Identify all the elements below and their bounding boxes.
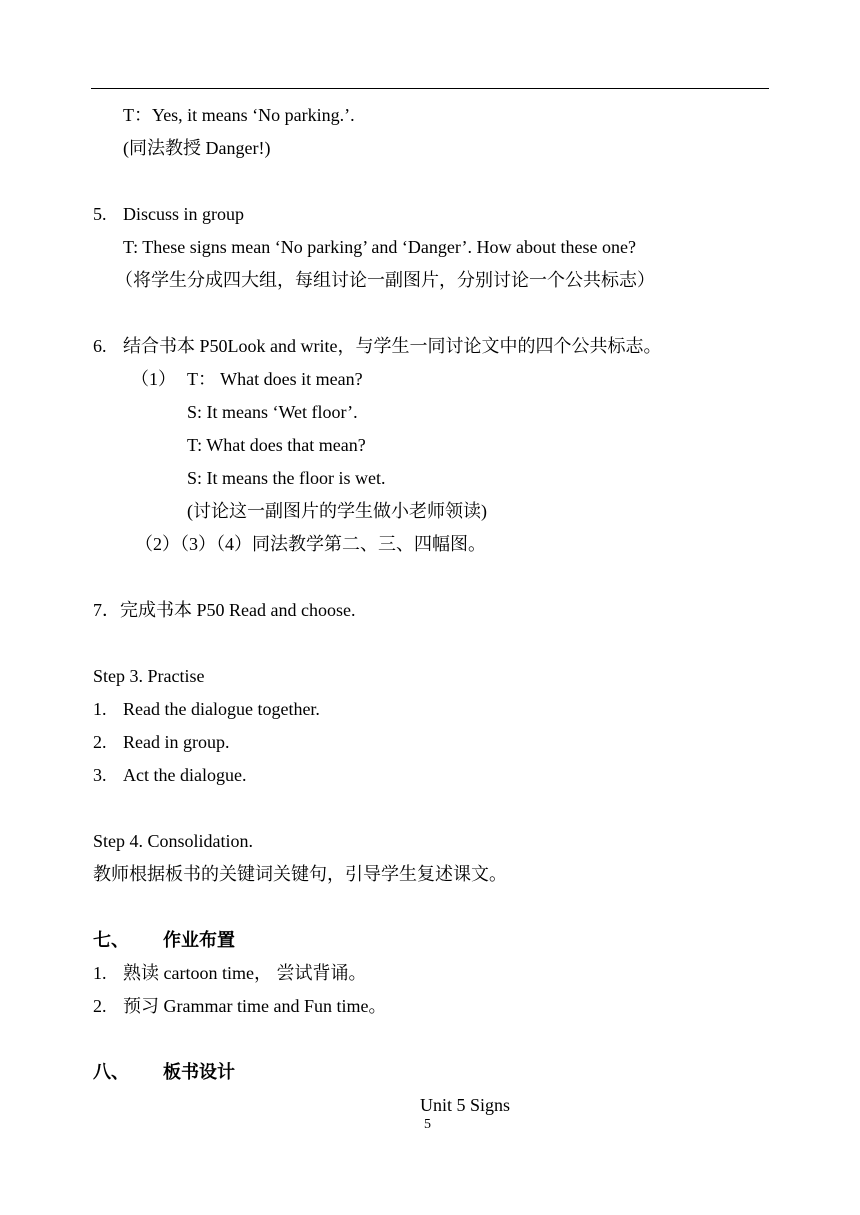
item-number: 3.: [93, 765, 107, 785]
dialogue-line: T： What does it mean?: [187, 369, 363, 389]
board-title: Unit 5 Signs: [420, 1095, 511, 1115]
sub-item-number: （1）: [131, 369, 176, 389]
list-item: Act the dialogue.: [123, 765, 247, 785]
item-title: Discuss in group: [123, 204, 244, 224]
item-number: 1.: [93, 699, 107, 719]
step-title: Step 4. Consolidation.: [93, 831, 254, 851]
list-item: Read the dialogue together.: [123, 699, 320, 719]
item-line: 7．完成书本 P50 Read and choose.: [93, 600, 356, 620]
step-title: Step 3. Practise: [93, 666, 205, 686]
note-line: (同法教授 Danger!): [123, 138, 271, 158]
list-item: 预习 Grammar time and Fun time。: [123, 996, 387, 1016]
section-title: 作业布置: [163, 930, 235, 950]
item-number: 6.: [93, 336, 107, 356]
item-number: 2.: [93, 996, 107, 1016]
section-number: 七、: [93, 930, 129, 950]
item-number: 5.: [93, 204, 107, 224]
note-line: （2）（3）（4）同法教学第二、三、四幅图。: [135, 534, 486, 554]
section-title: 板书设计: [163, 1062, 235, 1082]
page-number: 5: [424, 1117, 431, 1132]
note-line: （将学生分成四大组，每组讨论一副图片，分别讨论一个公共标志）: [115, 270, 655, 290]
list-item: 熟读 cartoon time， 尝试背诵。: [123, 963, 367, 983]
dialogue-line: T: What does that mean?: [187, 435, 366, 455]
dialogue-line: S: It means ‘Wet floor’.: [187, 402, 358, 422]
dialogue-line: S: It means the floor is wet.: [187, 468, 386, 488]
header-rule: [91, 88, 769, 89]
item-number: 1.: [93, 963, 107, 983]
paragraph: 教师根据板书的关键词关键句，引导学生复述课文。: [93, 864, 507, 884]
item-number: 2.: [93, 732, 107, 752]
dialogue-line: T: These signs mean ‘No parking’ and ‘Danger’. How about these one?: [123, 237, 636, 257]
list-item: Read in group.: [123, 732, 230, 752]
section-number: 八、: [93, 1062, 129, 1082]
dialogue-line: T：Yes, it means ‘No parking.’.: [123, 105, 355, 125]
item-title: 结合书本 P50Look and write，与学生一同讨论文中的四个公共标志。: [123, 336, 662, 356]
note-line: (讨论这一副图片的学生做小老师领读): [187, 501, 487, 521]
